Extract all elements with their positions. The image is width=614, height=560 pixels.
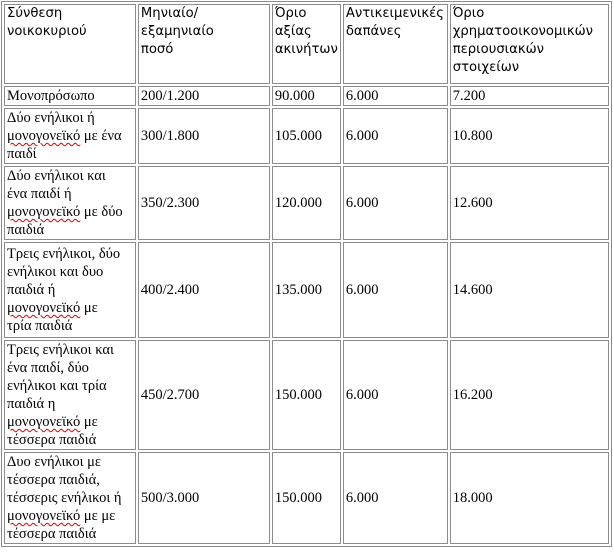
composition-line — [7, 87, 133, 105]
header-line: στοιχείων — [452, 60, 520, 75]
header-line: Όριο — [274, 6, 307, 21]
composition-line — [7, 471, 133, 489]
property-limit-cell: 120.000 — [272, 166, 341, 240]
amount-cell: 300/1.800 — [138, 108, 270, 164]
financial-assets-limit-cell: 10.800 — [450, 108, 609, 164]
financial-assets-limit-cell: 16.200 — [450, 340, 609, 450]
amount-cell: 450/2.700 — [138, 340, 270, 450]
composition-line — [7, 221, 133, 239]
property-limit-cell: 105.000 — [272, 108, 341, 164]
header-line: Όριο — [452, 6, 485, 21]
composition-line — [7, 489, 133, 507]
composition-line — [7, 431, 133, 449]
composition-line — [7, 167, 133, 185]
property-limit-cell: 150.000 — [272, 340, 341, 450]
header-line: Μηνιαίο/εξαμηνιαίο — [140, 6, 214, 39]
composition-text: ενήλικοι και δυο — [7, 264, 104, 280]
amount-cell: 350/2.300 — [138, 166, 270, 240]
objective-expenses-cell: 6.000 — [343, 166, 448, 240]
financial-assets-limit-cell: 14.600 — [450, 242, 609, 338]
composition-text: με με — [80, 508, 116, 524]
composition-text: ένα παιδί ή — [7, 186, 72, 202]
composition-line — [7, 317, 133, 335]
financial-assets-limit-cell: 7.200 — [450, 86, 609, 106]
objective-expenses-cell: 6.000 — [343, 86, 448, 106]
header-line: ακινήτων — [274, 42, 338, 57]
financial-assets-limit-cell: 12.600 — [450, 166, 609, 240]
amount-cell: 500/3.000 — [138, 452, 270, 544]
composition-line — [7, 263, 133, 281]
objective-expenses-cell: 6.000 — [343, 452, 448, 544]
composition-line — [7, 377, 133, 395]
objective-expenses-cell: 6.000 — [343, 108, 448, 164]
table-row — [4, 86, 609, 106]
spellcheck-flagged-word: μονογονεϊκό — [7, 414, 81, 430]
financial-assets-limit-cell: 18.000 — [450, 452, 609, 544]
composition-text: Τρεις ενήλικοι και — [7, 342, 114, 358]
composition-text: Δύο ενήλικοι ή — [7, 110, 95, 126]
header-financial-assets-limit — [450, 4, 609, 84]
composition-line — [7, 395, 133, 413]
composition-text: τέσσερα παιδιά — [7, 526, 97, 542]
header-line: αξίας — [274, 24, 312, 39]
spellcheck-flagged-word: μονογονεϊκό — [7, 204, 81, 220]
composition-line — [7, 109, 133, 127]
header-line: ποσό — [140, 42, 174, 57]
composition-text: παιδιά η — [7, 396, 56, 412]
composition-line — [7, 127, 133, 145]
composition-text: τέσσερις ενήλικοι ή — [7, 490, 122, 506]
amount-cell: 200/1.200 — [138, 86, 270, 106]
composition-line — [7, 245, 133, 263]
benefit-limits-table — [1, 1, 612, 547]
household-composition-cell — [4, 242, 136, 338]
composition-text: Δυο ενήλικοι με — [7, 454, 101, 470]
composition-line — [7, 145, 133, 163]
household-composition-cell — [4, 340, 136, 450]
composition-line — [7, 359, 133, 377]
composition-text: ενήλικοι και τρία — [7, 378, 107, 394]
header-row — [4, 4, 609, 84]
header-line: περιουσιακών — [452, 42, 545, 57]
composition-text: Μονοπρόσωπο — [7, 88, 95, 104]
amount-cell: 400/2.400 — [138, 242, 270, 338]
objective-expenses-cell: 6.000 — [343, 242, 448, 338]
composition-text: παιδιά — [7, 222, 45, 238]
composition-line — [7, 507, 133, 525]
property-limit-cell: 135.000 — [272, 242, 341, 338]
composition-text: Δύο ενήλικοι και — [7, 168, 106, 184]
table-row — [4, 452, 609, 544]
composition-text: τρία παιδιά — [7, 318, 73, 334]
spellcheck-flagged-word: μονογονεϊκό — [7, 508, 81, 524]
composition-text: με — [80, 300, 98, 316]
header-line: Αντικειμενικές — [345, 6, 444, 21]
property-limit-cell: 150.000 — [272, 452, 341, 544]
composition-line — [7, 413, 133, 431]
composition-text: με δύο — [80, 204, 123, 220]
household-composition-cell — [4, 86, 136, 106]
composition-line — [7, 203, 133, 221]
composition-line — [7, 453, 133, 471]
composition-line — [7, 281, 133, 299]
composition-line — [7, 525, 133, 543]
header-property-value-limit — [272, 4, 341, 84]
household-composition-cell — [4, 452, 136, 544]
table-body — [4, 86, 609, 544]
objective-expenses-cell: 6.000 — [343, 340, 448, 450]
composition-line — [7, 341, 133, 359]
header-line: δαπάνες — [345, 24, 402, 39]
composition-text: με ένα — [80, 128, 122, 144]
composition-line — [7, 185, 133, 203]
table-row — [4, 242, 609, 338]
header-line: Σύνθεση — [7, 6, 63, 21]
spellcheck-flagged-word: μονογονεϊκό — [7, 300, 81, 316]
table-row — [4, 166, 609, 240]
composition-text: παιδί — [7, 146, 37, 162]
header-line: χρηματοοικονομικών — [452, 24, 593, 39]
composition-text: ένα παιδί, δύο — [7, 360, 89, 376]
composition-text: Τρεις ενήλικοι, δύο — [7, 246, 121, 262]
composition-text: με — [80, 414, 98, 430]
header-household-composition — [4, 4, 136, 84]
spellcheck-flagged-word: μονογονεϊκό — [7, 128, 81, 144]
household-composition-cell — [4, 108, 136, 164]
household-composition-cell — [4, 166, 136, 240]
header-line: νοικοκυριού — [7, 24, 87, 39]
composition-text: παιδιά ή — [7, 282, 56, 298]
composition-text: τέσσερα παιδιά, — [7, 472, 100, 488]
table-row — [4, 340, 609, 450]
composition-line — [7, 299, 133, 317]
property-limit-cell: 90.000 — [272, 86, 341, 106]
header-monthly-semiannual-amount — [138, 4, 270, 84]
table-row — [4, 108, 609, 164]
composition-text: τέσσερα παιδιά — [7, 432, 97, 448]
header-objective-expenses — [343, 4, 448, 84]
